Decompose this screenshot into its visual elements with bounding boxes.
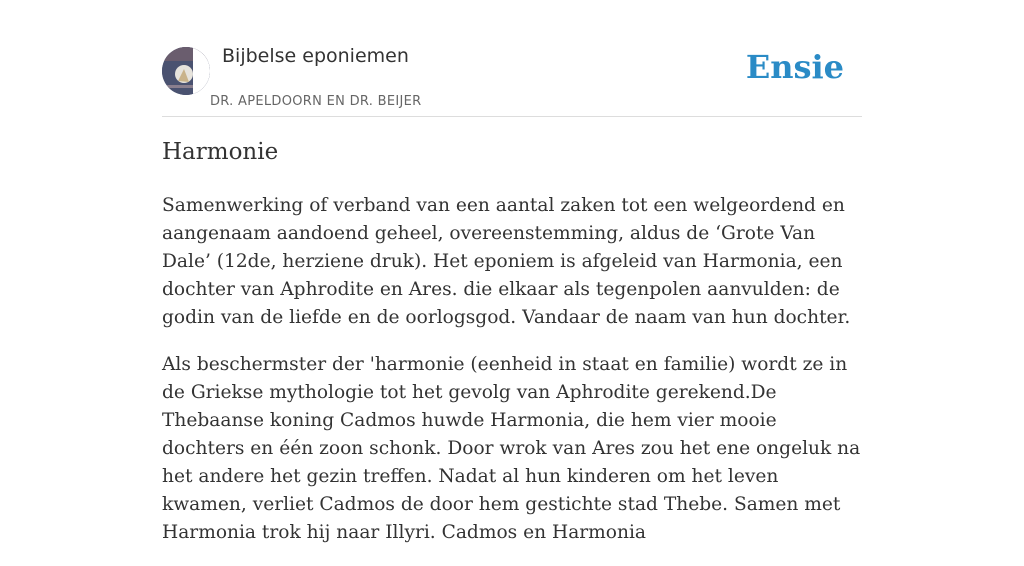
article-title: Harmonie xyxy=(162,139,279,165)
paragraph: Als beschermster der 'harmonie (eenheid in staat en familie) wordt ze in de Griekse mythologie tot het gevolg van Aphrodite gerekend.De Thebaanse koning Cadmos huwde Harmonia, die hem vier mooie dochters en één zoon schonk. Door wrok van Ares zou het ene ongeluk na het andere het gezin treffen. Nadat al hun kinderen om het leven kwamen, verliet Cadmos de door hem gestichte stad Thebe. Samen met Harmonia trok hij naar Illyri. Cadmos en Harmonia xyxy=(162,354,861,543)
paragraph: Samenwerking of verband van een aantal zaken tot een welgeordend en aangenaam aandoend geheel, overeenstemming, aldus de ‘Grote Van Dale’ (12de, herziene druk). Het eponiem is afgeleid van Harmonia, een dochter van Aphrodite en Ares. die elkaar als tegenpolen aanvulden: de godin van de liefde en de oorlogsgod. Vandaar de naam van hun dochter. xyxy=(162,195,851,328)
authors-link[interactable]: DR. APELDOORN EN DR. BEIJER xyxy=(210,94,422,109)
article-body xyxy=(162,192,862,566)
book-title-link[interactable]: Bijbelse eponiemen xyxy=(222,45,409,67)
book-cover-avatar[interactable] xyxy=(162,47,210,95)
header xyxy=(162,0,862,117)
ensie-logo[interactable]: Ensie xyxy=(745,48,844,86)
avatar-mask xyxy=(193,47,210,95)
